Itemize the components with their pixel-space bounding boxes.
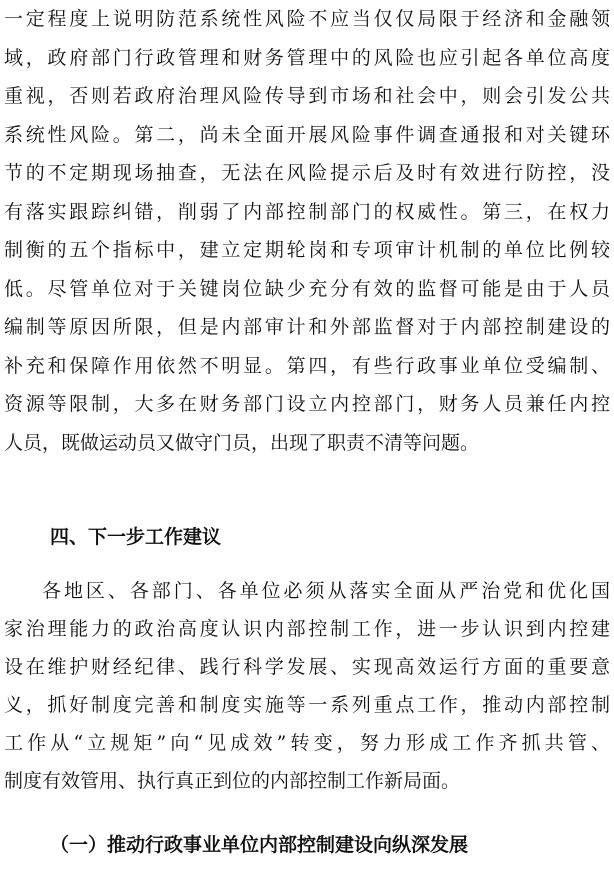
text-line: 各地区、各部门、各单位必须从落实全面从严治党和优化国: [42, 580, 610, 602]
text-line: 资源等限制，大多在财务部门设立内控部门，财务人员兼任内控: [4, 393, 610, 415]
paragraph-risk-analysis: [4, 0, 610, 462]
text-line: 补充和保障作用依然不明显。第四，有些行政事业单位受编制、: [4, 354, 610, 377]
text-line: 域，政府部门行政管理和财务管理中的风险也应引起各单位高度: [4, 46, 610, 69]
text-line: 编制等原因所限，但是内部审计和外部监督对于内部控制建设的: [4, 316, 610, 338]
section-heading: 四、下一步工作建议: [50, 526, 222, 548]
text-line: 人员，既做运动员又做守门员，出现了职责不清等问题。: [4, 431, 480, 454]
text-line: 一定程度上说明防范系统性风险不应当仅仅局限于经济和金融领: [4, 8, 610, 30]
text-line: 义，抓好制度完善和制度实施等一系列重点工作，推动内部控制: [4, 694, 610, 716]
text-line: 有落实跟踪纠错，削弱了内部控制部门的权威性。第三，在权力: [4, 200, 610, 223]
text-line: 设在维护财经纪律、践行科学发展、实现高效运行方面的重要意: [4, 656, 610, 678]
text-line: 系统性风险。第二，尚未全面开展风险事件调查通报和对关键环: [4, 123, 610, 146]
text-line: 低。尽管单位对于关键岗位缺少充分有效的监督可能是由于人员: [4, 277, 610, 300]
subsection-heading: （一）推动行政事业单位内部控制建设向纵深发展: [50, 834, 469, 856]
text-line: 制衡的五个指标中，建立定期轮岗和专项审计机制的单位比例较: [4, 239, 610, 261]
text-line: 重视，否则若政府治理风险传导到市场和社会中，则会引发公共: [4, 85, 610, 107]
text-line: 家治理能力的政治高度认识内部控制工作，进一步认识到内控建: [4, 618, 610, 640]
text-line: 节的不定期现场抽查，无法在风险提示后及时有效进行防控，没: [4, 162, 610, 184]
text-line: 工作从“立规矩”向“见成效”转变，努力形成工作齐抓共管、: [4, 732, 610, 754]
paragraph-next-steps: [4, 572, 610, 800]
text-line: 制度有效管用、执行真正到位的内部控制工作新局面。: [4, 770, 461, 792]
